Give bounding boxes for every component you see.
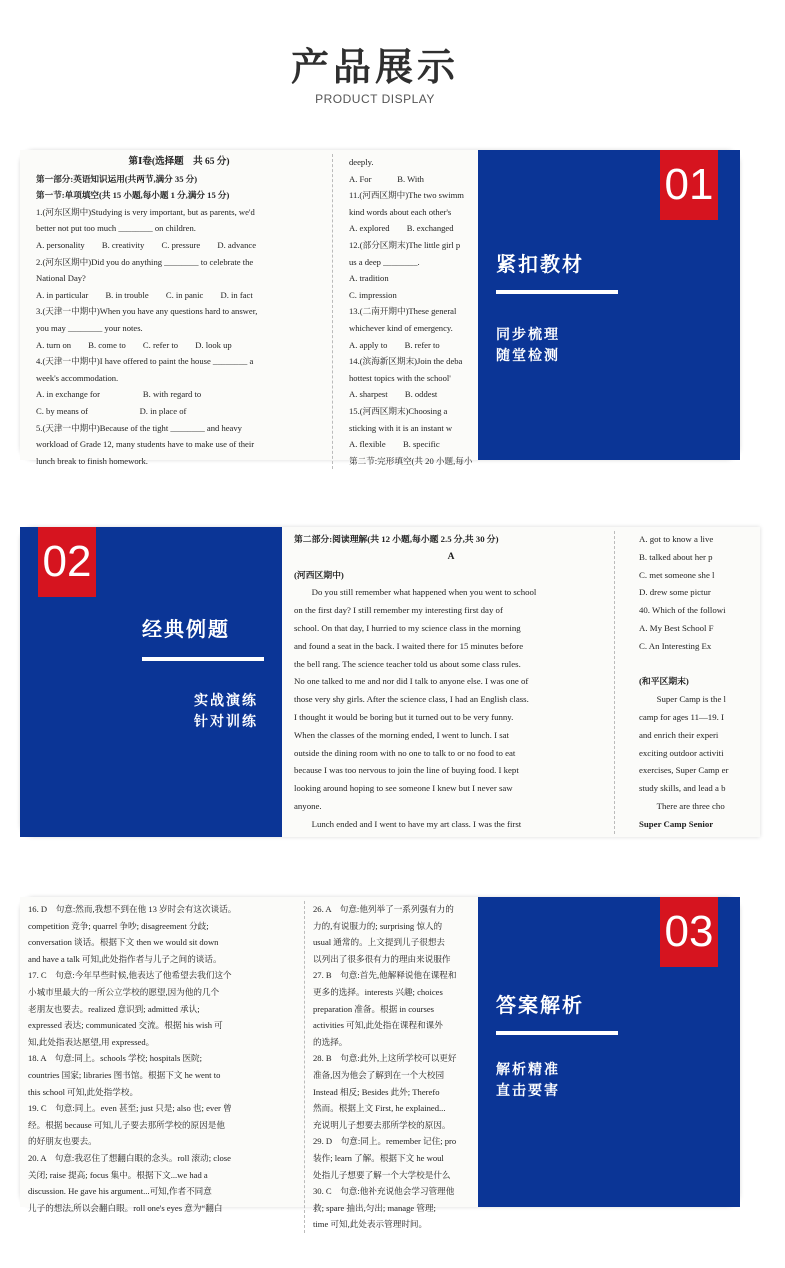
paper-text-line: Super Camp Senior: [639, 818, 714, 829]
paper-preview: [282, 527, 760, 837]
paper-text-line: countries 国家; libraries 图书馆。根据下文 he went to: [28, 1069, 221, 1080]
paper-text-line: 20. A 句意:我忍住了想翻白眼的念头。roll 滚动; close: [28, 1152, 231, 1163]
paper-text-line: A: [447, 551, 455, 562]
paper-text-line: Instead 相反; Besides 此外; Therefo: [313, 1086, 440, 1097]
paper-text-line: workload of Grade 12, many students have to make use of their: [36, 439, 255, 450]
paper-text-line: 5.(天津一中期中)Because of the tight ________ and heavy: [36, 422, 242, 433]
paper-text-line: 第一部分:英语知识运用(共两节,满分 35 分): [36, 173, 198, 184]
paper-text-line: the bell rang. The science teacher told us about some class rules.: [294, 658, 521, 669]
feature-tag: 针对训练: [194, 714, 258, 730]
paper-preview: [20, 150, 478, 466]
paper-text-line: D. drew some pictur: [639, 587, 711, 598]
paper-text-line: 28. B 句意:此外,上这所学校可以更好: [313, 1053, 457, 1064]
paper-text-line: 12.(部分区期末)The little girl p: [349, 239, 461, 250]
feature-tag: 直击要害: [496, 1083, 560, 1099]
paper-text-line: C. met someone she l: [639, 569, 715, 580]
paper-text-line: discussion. He gave his argument...可知,作者不同意: [28, 1186, 212, 1197]
paper-text-line: A. personality B. creativity C. pressure D. advance: [36, 239, 257, 250]
paper-text-line: 29. D 句意:同上。remember 记住; pro: [313, 1136, 457, 1147]
paper-text-line: 装作; learn 了解。根据下文 he woul: [313, 1152, 444, 1163]
paper-text-line: A. explored B. exchanged: [349, 223, 454, 234]
paper-text-line: [639, 656, 785, 674]
paper-text-line: A. For B. With: [349, 173, 424, 184]
paper-text-line: 15.(河西区期末)Choosing a: [349, 405, 448, 416]
paper-text-line: C. An Interesting Ex: [639, 640, 712, 651]
paper-text-line: I thought it would be boring but it turned out to be very funny.: [294, 711, 514, 722]
paper-text-line: study skills, and lead a b: [639, 783, 726, 794]
paper-text-line: exercises, Super Camp er: [639, 765, 729, 776]
paper-text-line: 18. A 句意:同上。schools 学校; hospitals 医院;: [28, 1053, 203, 1064]
paper-column-left: [36, 154, 322, 469]
paper-text-line: C. by means of D. in place of: [36, 405, 187, 416]
heading-underline: [142, 657, 264, 661]
paper-text-line: A. tradition: [349, 273, 389, 284]
paper-text-line: 3.(天津一中期中)When you have any questions hard to answer,: [36, 306, 258, 317]
feature-panel: [478, 897, 740, 1207]
feature-tag: 解析精准: [496, 1062, 560, 1078]
paper-text-line: 准备,因为他会了解到在一个大校园: [313, 1069, 445, 1080]
paper-text-line: No one talked to me and nor did I talk to anyone else. I was one of: [294, 676, 529, 687]
paper-text-line: A. sharpest B. oddest: [349, 389, 438, 400]
paper-text-line: and found a seat in the back. I waited there for 15 minutes before: [294, 640, 524, 651]
section-number-badge: 01: [660, 150, 718, 220]
paper-text-line: on the first day? I still remember my interesting first day of: [294, 605, 503, 616]
paper-text-line: 2.(河东区期中)Did you do anything ________ to celebrate the: [36, 256, 254, 267]
paper-text-line: 11.(河西区期中)The two swimm: [349, 190, 464, 201]
paper-text-line: and enrich their experi: [639, 729, 719, 740]
feature-panel: [20, 527, 282, 837]
heading-underline: [496, 290, 618, 294]
paper-text-line: outside the dining room with no one to talk to or no food to eat: [294, 747, 516, 758]
paper-text-line: (河西区期中): [294, 569, 344, 580]
feature-heading: 答案解析: [496, 993, 584, 1017]
paper-text-line: 16. D 句意:然而,我想不到在他 13 岁时会有这次谈话。: [28, 904, 237, 914]
page-title: 产品展示: [290, 45, 459, 89]
paper-text-line: better not put too much ________ on children.: [36, 223, 196, 234]
paper-text-line: 19. C 句意:同上。even 甚至; just 只是; also 也; ever 曾: [28, 1103, 232, 1114]
feature-tag: 同步梳理: [496, 327, 560, 343]
paper-text-line: A. flexible B. specific: [349, 439, 440, 450]
paper-text-line: 第Ⅰ卷(选择题 共 65 分): [128, 157, 230, 167]
paper-text-line: 4.(天津一中期中)I have offered to paint the house ________ a: [36, 356, 254, 367]
paper-text-line: 第一节:单项填空(共 15 小题,每小题 1 分,满分 15 分): [36, 190, 230, 201]
paper-text-line: A. turn on B. come to C. refer to D. look up: [36, 339, 232, 350]
paper-text-line: 处指儿子想要了解一个大学校是什么: [313, 1169, 451, 1180]
paper-text-line: 13.(二南开期中)These general: [349, 306, 457, 317]
paper-text-line: 以列出了很多很有力的理由来说服作: [313, 953, 451, 964]
paper-text-line: 力的,有说服力的; surprising 惊人的: [313, 920, 443, 931]
paper-text-line: A. got to know a live: [639, 534, 714, 544]
section-number-badge: 02: [38, 527, 96, 597]
paper-column-left: [294, 531, 608, 834]
paper-column-left: [28, 901, 290, 1216]
feature-tag: 实战演练: [194, 693, 258, 709]
paper-text-line: sticking with it is an instant w: [349, 422, 453, 433]
paper-text-line: week's accommodation.: [36, 372, 119, 383]
paper-text-line: whichever kind of emergency.: [349, 322, 453, 333]
page-subtitle: PRODUCT DISPLAY: [315, 92, 435, 106]
paper-column-right: [332, 154, 495, 469]
paper-text-line: those very shy girls. After the science class, I had an English class.: [294, 694, 529, 705]
paper-text-line: 30. C 句意:他补充说他会学习管理他: [313, 1186, 455, 1197]
paper-text-line: A. in particular B. in trouble C. in panic D. in fact: [36, 289, 253, 300]
paper-text-line: There are three cho: [639, 800, 725, 811]
feature-heading: 紧扣教材: [496, 252, 584, 276]
paper-text-line: 14.(滨海新区期末)Join the deba: [349, 356, 463, 367]
paper-text-line: anyone.: [294, 800, 322, 811]
paper-text-line: 27. B 句意:首先,他解释说他在课程和: [313, 970, 457, 981]
paper-text-line: 知,此处指表达愿望,用 expressed。: [28, 1036, 155, 1047]
paper-text-line: Super Camp is the l: [639, 694, 726, 705]
paper-text-line: 经。根据 because 可知,儿子要去那所学校的原因是他: [28, 1119, 225, 1130]
paper-text-line: A. in exchange for B. with regard to: [36, 389, 202, 400]
paper-text-line: A. apply to B. refer to: [349, 339, 440, 350]
paper-text-line: usual 通常的。上文提到儿子很想去: [313, 937, 446, 948]
paper-text-line: looking around hoping to see someone I knew but I never saw: [294, 783, 513, 794]
paper-column-right: [614, 531, 785, 834]
paper-text-line: exciting outdoor activiti: [639, 747, 724, 758]
feature-heading: 经典例题: [142, 617, 230, 641]
paper-text-line: 然而。根据上文 First, he explained...: [313, 1103, 446, 1114]
paper-text-line: 26. A 句意:他列举了一系列强有力的: [313, 904, 454, 914]
paper-text-line: Do you still remember what happened when you went to school: [294, 587, 537, 598]
paper-text-line: 的好朋友也要去。: [28, 1136, 97, 1147]
product-card-2: [20, 527, 760, 837]
paper-text-line: you may ________ your notes.: [36, 322, 143, 333]
paper-text-line: 儿子的想法,所以会翻白眼。roll one's eyes 意为“翻白: [28, 1202, 223, 1213]
paper-text-line: this school 可知,此处指学校。: [28, 1086, 139, 1097]
paper-text-line: lunch break to finish homework.: [36, 455, 148, 466]
paper-text-line: and have a talk 可知,此处指作者与儿子之间的谈话。: [28, 953, 222, 964]
paper-text-line: preparation 准备。根据 in courses: [313, 1003, 435, 1014]
paper-text-line: 充说明儿子想要去那所学校的原因。: [313, 1119, 451, 1130]
paper-text-line: 关闭; raise 提高; focus 集中。根据下文...we had a: [28, 1169, 208, 1180]
paper-text-line: competition 竞争; quarrel 争吵; disagreement 分歧;: [28, 920, 209, 931]
feature-tag: 随堂检测: [496, 348, 560, 364]
paper-column-right: [304, 901, 487, 1233]
paper-text-line: A. My Best School F: [639, 622, 714, 633]
section-number-badge: 03: [660, 897, 718, 967]
paper-text-line: C. impression: [349, 289, 397, 300]
paper-text-line: 1.(河东区期中)Studying is very important, but as parents, we'd: [36, 206, 255, 217]
paper-text-line: kind words about each other's: [349, 206, 452, 217]
paper-text-line: school. On that day, I hurried to my science class in the morning: [294, 622, 521, 633]
paper-text-line: 第二节:完形填空(共 20 小题,每小: [349, 455, 473, 466]
paper-text-line: activities 可知,此处指在课程和课外: [313, 1020, 443, 1031]
paper-text-line: us a deep ________.: [349, 256, 420, 267]
paper-text-line: conversation 谈话。根据下文 then we would sit down: [28, 937, 219, 948]
feature-panel: [478, 150, 740, 460]
paper-preview: [20, 897, 478, 1230]
product-card-3: [20, 897, 740, 1230]
paper-text-line: because I was too nervous to join the line of buying food. I kept: [294, 765, 519, 776]
paper-text-line: deeply.: [349, 157, 374, 167]
paper-text-line: (和平区期末): [639, 676, 689, 687]
product-card-1: [20, 150, 740, 466]
paper-text-line: hottest topics with the school': [349, 372, 451, 383]
paper-text-line: 老朋友也要去。realized 意识到; admitted 承认;: [28, 1003, 200, 1014]
paper-text-line: 的选择。: [313, 1036, 348, 1047]
paper-text-line: time 可知,此处表示管理时间。: [313, 1219, 428, 1230]
paper-text-line: B. talked about her p: [639, 551, 713, 562]
paper-text-line: expressed 表达; communicated 交流。根据 his wish 可: [28, 1020, 223, 1031]
paper-text-line: Lunch ended and I went to have my art class. I was the first: [294, 818, 522, 829]
paper-text-line: When the classes of the morning ended, I went to lunch. I sat: [294, 729, 509, 740]
paper-text-line: 更多的选择。interests 兴趣; choices: [313, 986, 443, 997]
paper-text-line: 第二部分:阅读理解(共 12 小题,每小题 2.5 分,共 30 分): [294, 534, 499, 544]
paper-text-line: camp for ages 11—19. I: [639, 711, 724, 722]
heading-underline: [496, 1031, 618, 1035]
paper-text-line: 40. Which of the followi: [639, 605, 726, 616]
paper-text-line: 救; spare 抽出,匀出; manage 管理;: [313, 1202, 436, 1213]
paper-text-line: 17. C 句意:今年早些时候,他表达了他希望去我们这个: [28, 970, 232, 981]
paper-text-line: National Day?: [36, 273, 86, 284]
paper-text-line: 小城市里最大的一所公立学校的愿望,因为他的几个: [28, 986, 220, 997]
